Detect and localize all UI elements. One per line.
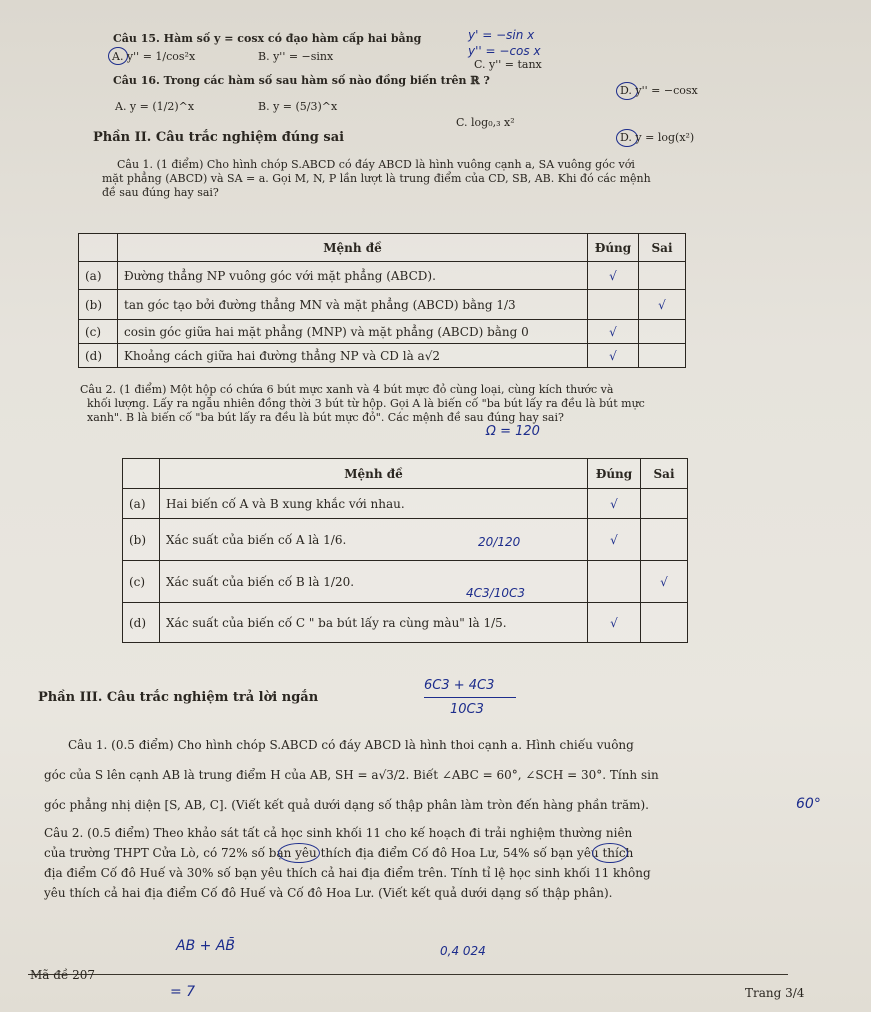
table-row: (d) Khoảng cách giữa hai đường thẳng NP và CD là a√2 √	[79, 344, 686, 368]
handwritten-second-derivative: y'' = −cos x	[468, 44, 541, 58]
part2-q1-line1: Câu 1. (1 điểm) Cho hình chóp S.ABCD có đáy ABCD là hình vuông cạnh a, SA vuông góc với	[117, 158, 635, 171]
handwritten-equals-seven: = 7	[170, 984, 196, 1000]
part2-q2-line2: khối lượng. Lấy ra ngẫu nhiên đồng thời 3 bút từ hộp. Gọi A là biến cố "ba bút lấy ra đều là bút mực	[87, 397, 645, 410]
check-mark	[641, 519, 688, 561]
check-mark	[639, 320, 686, 344]
check-mark	[639, 262, 686, 290]
table1-header-false: Sai	[639, 234, 686, 262]
true-false-table-1	[78, 233, 686, 368]
table2-header-true: Đúng	[588, 459, 641, 489]
part3-q2-line4: yêu thích cả hai địa điểm Cố đô Huế và Cố đô Hoa Lư. (Viết kết quả dưới dạng số thập phân).	[44, 886, 613, 900]
q15-stem: Câu 15. Hàm số y = cosx có đạo hàm cấp hai bằng	[113, 32, 422, 45]
part3-q1-line3: góc phẳng nhị diện [S, AB, C]. (Viết kết quả dưới dạng số thập phân làm tròn đến hàng phần trăm).	[44, 798, 649, 812]
true-false-table-2	[122, 458, 688, 643]
exam-code: Mã đề 207	[30, 968, 96, 982]
handwritten-fraction-b: 20/120	[478, 535, 521, 549]
part3-q1-line2: góc của S lên cạnh AB là trung điểm H của AB, SH = a√3/2. Biết ∠ABC = 60°, ∠SCH = 30°. Tính sin	[44, 768, 659, 782]
table-row: (a) Hai biến cố A và B xung khắc với nhau. √	[123, 489, 688, 519]
check-mark: √	[588, 344, 639, 368]
q15-option-a: A. y'' = 1/cos²x	[112, 50, 196, 63]
part3-q1-line1: Câu 1. (0.5 điểm) Cho hình chóp S.ABCD có đáy ABCD là hình thoi cạnh a. Hình chiếu vuông	[68, 738, 634, 752]
part2-q2-line1: Câu 2. (1 điểm) Một hộp có chứa 6 bút mực xanh và 4 bút mực đỏ cùng loại, cùng kích thước và	[80, 383, 614, 396]
q15-option-c: C. y'' = tanx	[474, 58, 542, 71]
part2-q1-line2: mặt phẳng (ABCD) và SA = a. Gọi M, N, P lần lượt là trung điểm của CD, SB, AB. Khi đó các mệnh	[102, 172, 651, 185]
handwritten-sixty-degrees: 60°	[796, 796, 821, 812]
part2-q2-line3: xanh". B là biến cố "ba bút lấy ra đều là bút mực đỏ". Các mệnh đề sau đúng hay sai?	[87, 411, 564, 424]
percent-circle-mark	[592, 843, 628, 863]
part3-q2-line3: địa điểm Cố đô Huế và 30% số bạn yêu thích cả hai địa điểm trên. Tính tỉ lệ học sinh khối 11 không	[44, 866, 651, 880]
check-mark: √	[639, 290, 686, 320]
handwritten-decimal: 0,4 024	[440, 944, 486, 958]
table2-header-statement: Mệnh đề	[160, 459, 588, 489]
page-number: Trang 3/4	[745, 986, 805, 1000]
check-mark	[641, 489, 688, 519]
q16-option-a: A. y = (1/2)^x	[115, 100, 195, 113]
table-row: (a) Đường thẳng NP vuông góc với mặt phẳng (ABCD). √	[79, 262, 686, 290]
table-row: (c) cosin góc giữa hai mặt phẳng (MNP) và mặt phẳng (ABCD) bằng 0 √	[79, 320, 686, 344]
table-row: (d) Xác suất của biến cố C " ba bút lấy ra cùng màu" là 1/5. √	[123, 603, 688, 643]
q15-option-b: B. y'' = −sinx	[258, 50, 334, 63]
check-mark	[588, 561, 641, 603]
handwritten-sum-expression: 6C3 + 4C3	[424, 678, 495, 693]
table-row: (b) tan góc tạo bởi đường thẳng MN và mặt phẳng (ABCD) bằng 1/3 √	[79, 290, 686, 320]
q16-option-b: B. y = (5/3)^x	[258, 100, 338, 113]
part3-q2-line2: của trường THPT Cửa Lò, có 72% số bạn yêu thích địa điểm Cố đô Hoa Lư, 54% số bạn yêu thích	[44, 846, 634, 860]
q16-stem: Câu 16. Trong các hàm số sau hàm số nào đồng biến trên ℝ ?	[113, 74, 490, 87]
table-row: (b) Xác suất của biến cố A là 1/6. √	[123, 519, 688, 561]
q16-option-d: D. y = log(x²)	[620, 131, 695, 144]
handwritten-omega: Ω = 120	[486, 424, 540, 439]
check-mark: √	[588, 519, 641, 561]
check-mark	[639, 344, 686, 368]
part3-heading: Phần III. Câu trắc nghiệm trả lời ngắn	[38, 690, 319, 705]
part3-q2-line1: Câu 2. (0.5 điểm) Theo khảo sát tất cả học sinh khối 11 cho kế hoạch đi trải nghiệm thường niên	[44, 826, 633, 840]
q15-option-d: D. y'' = −cosx	[620, 84, 698, 97]
part2-q1-line3: đề sau đúng hay sai?	[102, 186, 219, 199]
check-mark	[641, 603, 688, 643]
part2-heading: Phần II. Câu trắc nghiệm đúng sai	[93, 130, 345, 145]
fraction-bar	[424, 697, 516, 698]
handwritten-fraction-c: 4C3/10C3	[466, 586, 525, 600]
table1-header-true: Đúng	[588, 234, 639, 262]
check-mark: √	[588, 603, 641, 643]
check-mark: √	[641, 561, 688, 603]
handwritten-first-derivative: y' = −sin x	[468, 28, 535, 42]
check-mark: √	[588, 262, 639, 290]
handwritten-denominator: 10C3	[450, 702, 484, 717]
q16-option-c: C. log₀,₃ x²	[456, 116, 515, 129]
table1-header-statement: Mệnh đề	[118, 234, 588, 262]
footer-divider	[28, 974, 788, 975]
check-mark	[588, 290, 639, 320]
table2-header-false: Sai	[641, 459, 688, 489]
check-mark: √	[588, 320, 639, 344]
check-mark: √	[588, 489, 641, 519]
handwritten-event-sum: AB + AB̄	[176, 938, 235, 954]
percent-circle-mark	[278, 843, 320, 863]
table-row: (c) Xác suất của biến cố B là 1/20. √	[123, 561, 688, 603]
